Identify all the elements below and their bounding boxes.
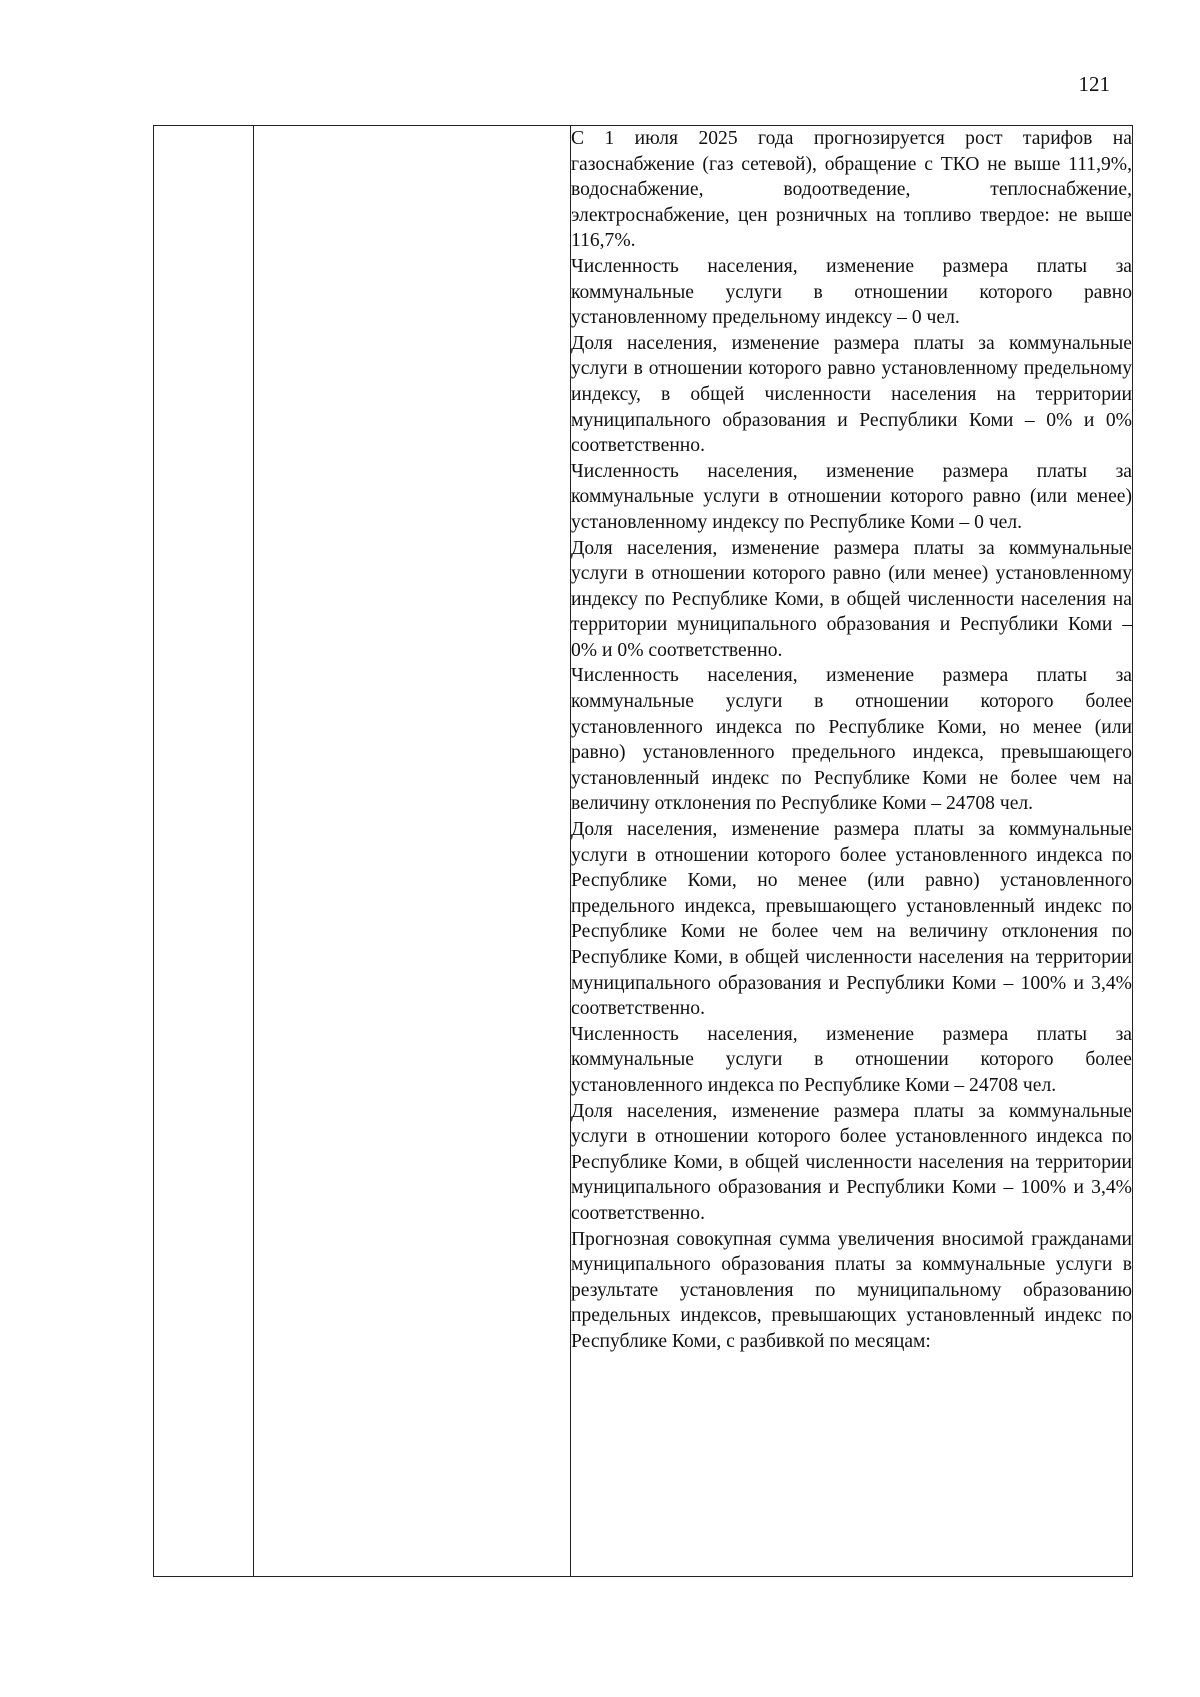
paragraph-share-equal-limit: Доля населения, изменение размера платы за коммунальные услуги в отношении которого равно установленному предельному индексу, в общей численности населения на территории муниципального образования и Республики Коми – 0% и 0% соответственно. <box>571 332 1132 457</box>
paragraph-share-above-index: Доля населения, изменение размера платы за коммунальные услуги в отношении которого более установленного индекса по Республике Коми, в общей численности населения на территории муниципального образования и Республики Коми – 100% и 3,4% соответственно. <box>571 1100 1132 1224</box>
paragraph-population-above-index: Численность населения, изменение размера платы за коммунальные услуги в отношении которого более установленного индекса по Республике Коми – 24708 чел. <box>571 1023 1132 1096</box>
table-cell-col2 <box>254 126 571 1577</box>
paragraph-population-equal-limit: Численность населения, изменение размера платы за коммунальные услуги в отношении которого равно установленному предельному индексу – 0 чел. <box>571 255 1132 329</box>
paragraph-forecast-total-increase: Прогнозная совокупная сумма увеличения вносимой гражданами муниципального образования платы за коммунальные услуги в результате установления по муниципальному образованию предельных индексов, превышающих установленный индекс по Республике Коми, с разбивкой по месяцам: <box>571 1228 1132 1352</box>
page-number: 121 <box>1078 72 1110 96</box>
paragraph-tariff-growth: С 1 июля 2025 года прогнозируется рост тарифов на газоснабжение (газ сетевой), обращение с ТКО не выше 111,9%, водоснабжение, водоотведение, теплоснабжение, электроснабжение, цен розничных на топливо твердое: не выше 116,7%. <box>571 128 1132 252</box>
table-cell-col1 <box>154 126 254 1577</box>
paragraph-share-above-index-within-deviation: Доля населения, изменение размера платы за коммунальные услуги в отношении которого более установленного индекса по Республике Коми, но менее (или равно) установленного предельного индекса, превышающего установленный индекс по Республике Коми не более чем на величину отклонения по Республике Коми, в общей численности населения на территории муниципального образования и Республики Коми – 100% и 3,4% соответственно. <box>571 819 1132 1020</box>
paragraph-population-equal-or-less-index: Численность населения, изменение размера платы за коммунальные услуги в отношении которого равно (или менее) установленному индексу по Республике Коми – 0 чел. <box>571 460 1132 533</box>
paragraph-population-above-index-within-deviation: Численность населения, изменение размера платы за коммунальные услуги в отношении которого более установленного индекса по Республике Коми, но менее (или равно) установленного предельного индекса, превышающего установленный индекс по Республике Коми не более чем на величину отклонения по Республике Коми – 24708 чел. <box>571 665 1132 815</box>
document-table <box>153 125 1133 1577</box>
table-cell-content <box>571 126 1133 1577</box>
table-row <box>154 126 1133 1577</box>
paragraph-share-equal-or-less-index: Доля населения, изменение размера платы за коммунальные услуги в отношении которого равно (или менее) установленному индексу по Республике Коми, в общей численности населения на территории муниципального образования и Республики Коми – 0% и 0% соответственно. <box>571 537 1132 661</box>
